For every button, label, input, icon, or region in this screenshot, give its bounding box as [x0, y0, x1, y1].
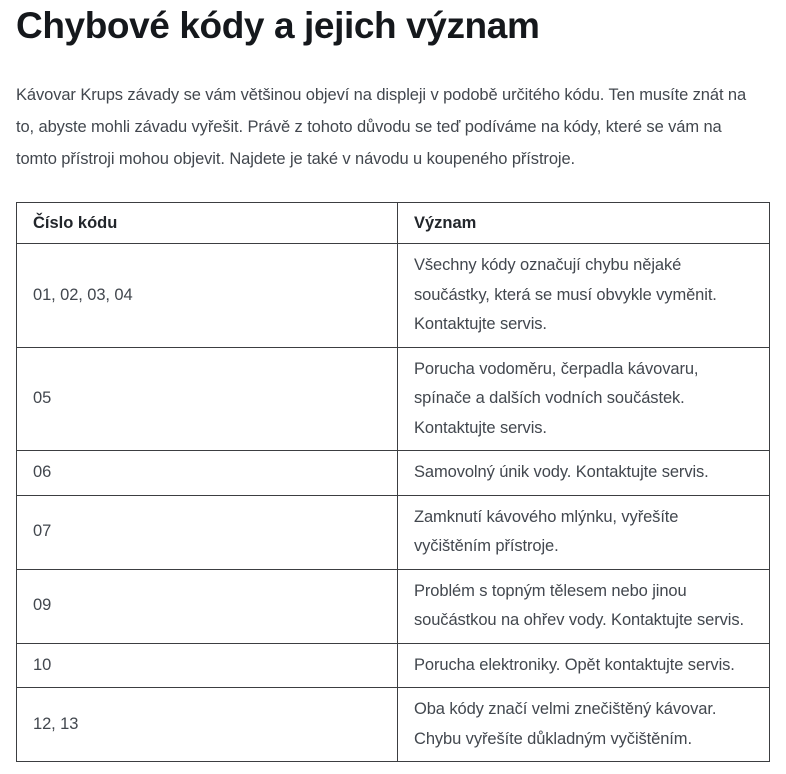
- code-cell: 06: [17, 451, 398, 496]
- meaning-line: spínače a dalších vodních součástek.: [414, 389, 685, 407]
- table-row: [17, 451, 770, 496]
- meaning-cell: [398, 643, 770, 688]
- code-cell: 09: [17, 569, 398, 643]
- table-row: [17, 347, 770, 451]
- meaning-cell: [398, 451, 770, 496]
- code-cell: 05: [17, 347, 398, 451]
- table-row: [17, 244, 770, 348]
- meaning-line: Problém s topným tělesem nebo jinou: [414, 581, 687, 600]
- table-row: [17, 495, 770, 569]
- meaning-line: Porucha elektroniky. Opět kontaktujte servis.: [414, 655, 735, 674]
- meaning-line: Zamknutí kávového mlýnku, vyřešíte: [414, 507, 679, 526]
- table-row: [17, 569, 770, 643]
- code-cell: 12, 13: [17, 688, 398, 762]
- intro-paragraph: Kávovar Krups závady se vám většinou objeví na displeji v podobě určitého kódu. Ten musíte znát na to, abyste mohli závadu vyřešit. Právě z tohoto důvodu se teď podíváme na kódy, které se vám na tomto přístroji mohou objevit. Najdete je také v návodu u koupeného přístroje.: [16, 86, 747, 168]
- meaning-line: Oba kódy značí velmi znečištěný kávovar.: [414, 700, 717, 718]
- meaning-line: Samovolný únik vody. Kontaktujte servis.: [414, 463, 709, 481]
- meaning-line: Všechny kódy označují chybu nějaké: [414, 256, 682, 274]
- meaning-line: součástky, která se musí obvykle vyměnit.: [414, 285, 717, 304]
- table-body: [17, 244, 770, 762]
- table-row: [17, 643, 770, 688]
- table-row: [17, 688, 770, 762]
- page-title: Chybové kódy a jejich význam: [16, 5, 540, 46]
- meaning-line: součástkou na ohřev vody. Kontaktujte servis.: [414, 611, 744, 629]
- code-cell: 01, 02, 03, 04: [17, 244, 398, 348]
- meaning-cell: [398, 244, 770, 348]
- code-cell: 10: [17, 643, 398, 688]
- meaning-line: Chybu vyřešíte důkladným vyčištěním.: [414, 729, 692, 748]
- meaning-cell: [398, 569, 770, 643]
- error-codes-table: [16, 202, 770, 762]
- meaning-line: Kontaktujte servis.: [414, 315, 547, 333]
- meaning-cell: [398, 688, 770, 762]
- meaning-line: vyčištěním přístroje.: [414, 537, 559, 555]
- column-header-code: Číslo kódu: [17, 203, 398, 244]
- code-cell: 07: [17, 495, 398, 569]
- meaning-line: Porucha vodoměru, čerpadla kávovaru,: [414, 359, 699, 378]
- table-header-row: [17, 203, 770, 244]
- column-header-meaning: Význam: [398, 203, 770, 244]
- meaning-cell: [398, 495, 770, 569]
- meaning-line: Kontaktujte servis.: [414, 418, 547, 437]
- meaning-cell: [398, 347, 770, 451]
